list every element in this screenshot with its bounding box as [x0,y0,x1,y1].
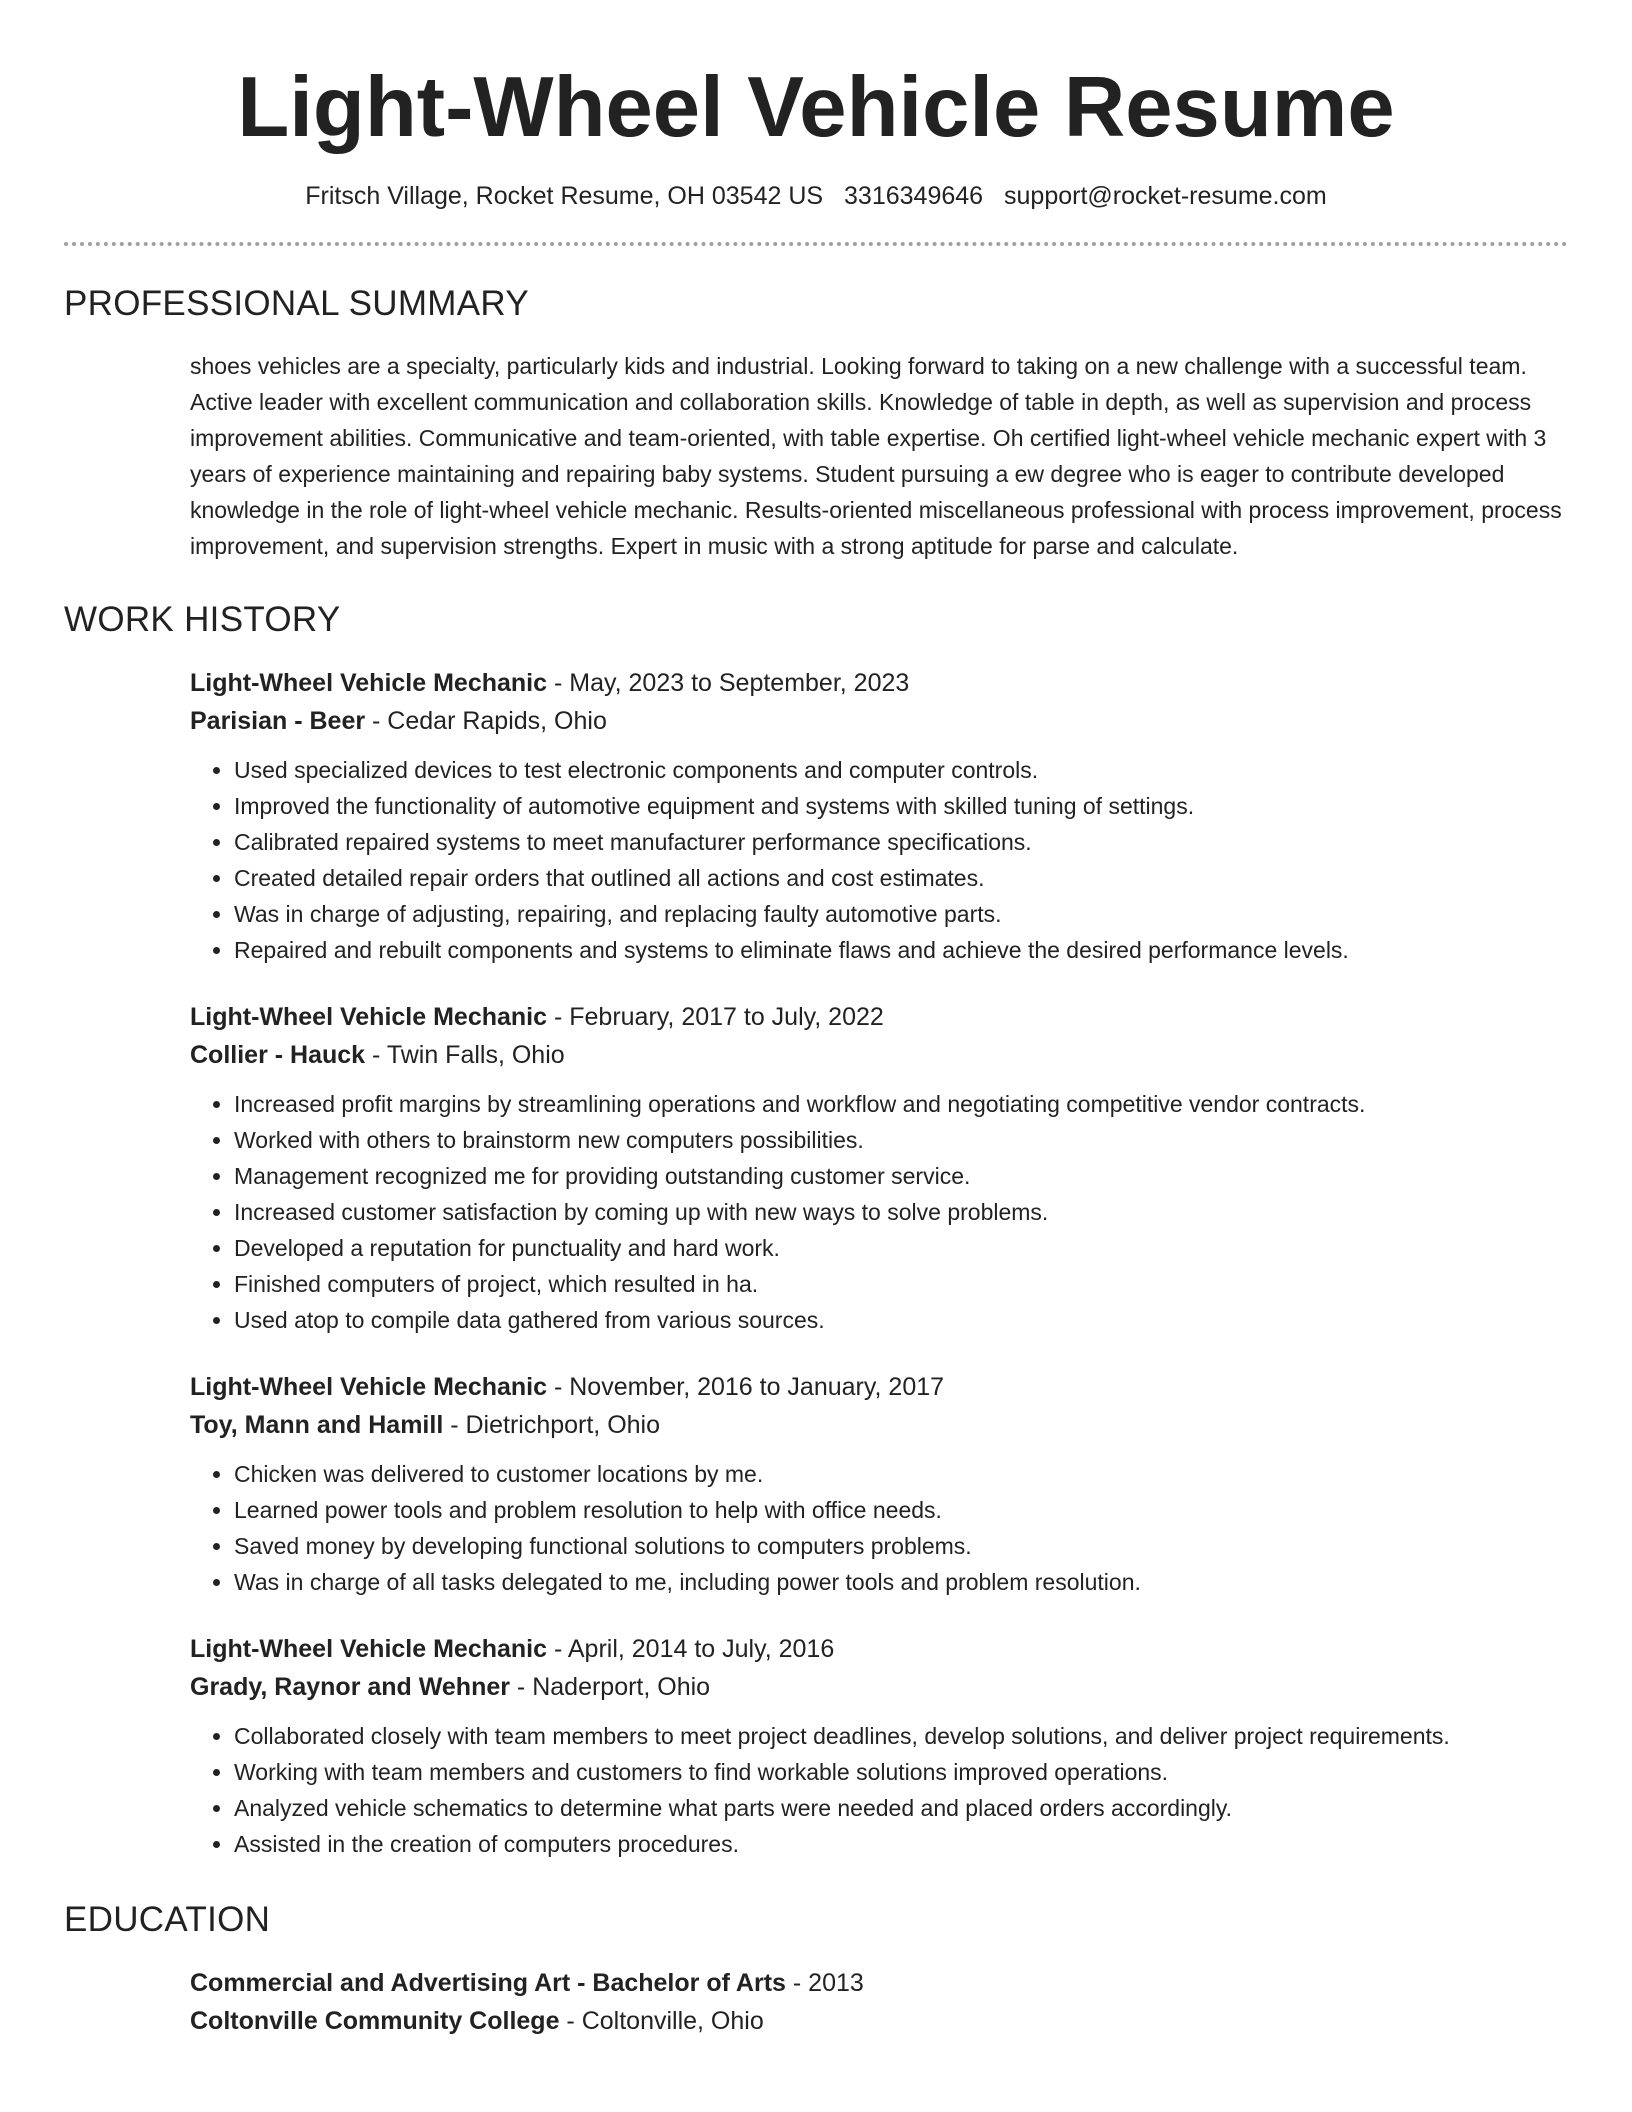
education-school: Coltonville Community College [190,2007,560,2035]
contact-phone: 3316349646 [844,182,984,210]
education-location: - Coltonville, Ohio [559,2007,764,2035]
contact-email: support@rocket-resume.com [1004,182,1327,210]
resume-page [64,0,1568,2040]
job-bullet: • Assisted in the creation of computers procedures. [234,1826,1568,1862]
job-company: Collier - Hauck [190,1041,366,1069]
job-bullet: • Worked with others to brainstorm new computers possibilities. [234,1122,1568,1158]
job-company-line [190,702,1568,740]
job-bullets [190,752,1568,968]
education-degree: Commercial and Advertising Art - Bachelor of Arts [190,1969,786,1997]
job-bullet: • Chicken was delivered to customer locations by me. [234,1456,1568,1492]
education-year: - 2013 [785,1969,864,1997]
job-location: - Twin Falls, Ohio [365,1041,565,1069]
job-bullet: • Collaborated closely with team members to meet project deadlines, develop solutions, and deliver project requirements. [234,1718,1568,1754]
job-role: Light-Wheel Vehicle Mechanic [190,1635,548,1663]
header-divider [64,242,1568,246]
work-history-section [64,598,1568,1862]
job-company: Parisian - Beer [190,707,366,735]
job-bullet: • Improved the functionality of automotive equipment and systems with skilled tuning of settings. [234,788,1568,824]
job-bullet: • Developed a reputation for punctuality and hard work. [234,1230,1568,1266]
job-entry [190,664,1568,968]
education-school-line [190,2002,1568,2040]
job-company-line [190,1036,1568,1074]
education-heading: EDUCATION [64,1900,271,1939]
job-bullet: • Increased profit margins by streamlining operations and workflow and negotiating competitive vendor contracts. [234,1086,1568,1122]
job-bullet: • Created detailed repair orders that outlined all actions and cost estimates. [234,860,1568,896]
job-bullet: • Calibrated repaired systems to meet manufacturer performance specifications. [234,824,1568,860]
job-location: - Dietrichport, Ohio [443,1411,661,1439]
job-company-line [190,1406,1568,1444]
education-entry [190,1964,1568,2040]
job-role: Light-Wheel Vehicle Mechanic [190,1373,548,1401]
resume-title: Light-Wheel Vehicle Resume [237,60,1395,155]
job-bullets [190,1718,1568,1862]
job-bullet: • Used atop to compile data gathered from various sources. [234,1302,1568,1338]
job-bullet: • Repaired and rebuilt components and systems to eliminate flaws and achieve the desired performance levels. [234,932,1568,968]
job-bullet: • Working with team members and customers to find workable solutions improved operations. [234,1754,1568,1790]
job-bullet: • Used specialized devices to test electronic components and computer controls. [234,752,1568,788]
education-degree-line [190,1964,1568,2002]
summary-section [64,282,1568,564]
job-bullets [190,1456,1568,1600]
job-bullet: • Increased customer satisfaction by coming up with new ways to solve problems. [234,1194,1568,1230]
job-bullet: • Analyzed vehicle schematics to determine what parts were needed and placed orders accordingly. [234,1790,1568,1826]
summary-heading: PROFESSIONAL SUMMARY [64,284,529,323]
job-entry [190,1368,1568,1600]
job-bullet: • Was in charge of all tasks delegated to me, including power tools and problem resolution. [234,1564,1568,1600]
job-bullet: • Finished computers of project, which resulted in ha. [234,1266,1568,1302]
job-dates: - May, 2023 to September, 2023 [547,669,910,697]
contact-line [64,180,1568,212]
job-dates: - November, 2016 to January, 2017 [547,1373,945,1401]
job-company-line [190,1668,1568,1706]
job-company: Toy, Mann and Hamill [190,1411,444,1439]
job-bullet: • Management recognized me for providing outstanding customer service. [234,1158,1568,1194]
job-dates: - April, 2014 to July, 2016 [547,1635,835,1663]
work-history-heading: WORK HISTORY [64,600,341,639]
job-role: Light-Wheel Vehicle Mechanic [190,1003,548,1031]
job-entry [190,1630,1568,1862]
job-title-line [190,664,1568,702]
job-bullet: • Saved money by developing functional solutions to computers problems. [234,1528,1568,1564]
summary-text: shoes vehicles are a specialty, particularly kids and industrial. Looking forward to taking on a new challenge with a successful team. Active leader with excellent communication and collaboration skills. Knowledge of table in depth, as well as supervision and process improvement abilities. Communicative and team-oriented, with table expertise. Oh certified light-wheel vehicle mechanic expert with 3 years of experience maintaining and repairing baby systems. Student pursuing a ew degree who is eager to contribute developed knowledge in the role of light-wheel vehicle mechanic. Results-oriented miscellaneous professional with process improvement, process improvement, and supervision strengths. Expert in music with a strong aptitude for parse and calculate. [190,353,1562,559]
contact-address: Fritsch Village, Rocket Resume, OH 03542 US [305,182,824,210]
resume-header [64,0,1568,212]
job-bullet: • Learned power tools and problem resolution to help with office needs. [234,1492,1568,1528]
job-title-line [190,998,1568,1036]
job-title-line [190,1368,1568,1406]
job-bullet: • Was in charge of adjusting, repairing, and replacing faulty automotive parts. [234,896,1568,932]
job-title-line [190,1630,1568,1668]
job-location: - Naderport, Ohio [509,1673,711,1701]
job-bullets [190,1086,1568,1338]
education-section [64,1898,1568,2040]
job-role: Light-Wheel Vehicle Mechanic [190,669,548,697]
job-entry [190,998,1568,1338]
job-company: Grady, Raynor and Wehner [190,1673,510,1701]
job-location: - Cedar Rapids, Ohio [365,707,607,735]
job-dates: - February, 2017 to July, 2022 [547,1003,884,1031]
